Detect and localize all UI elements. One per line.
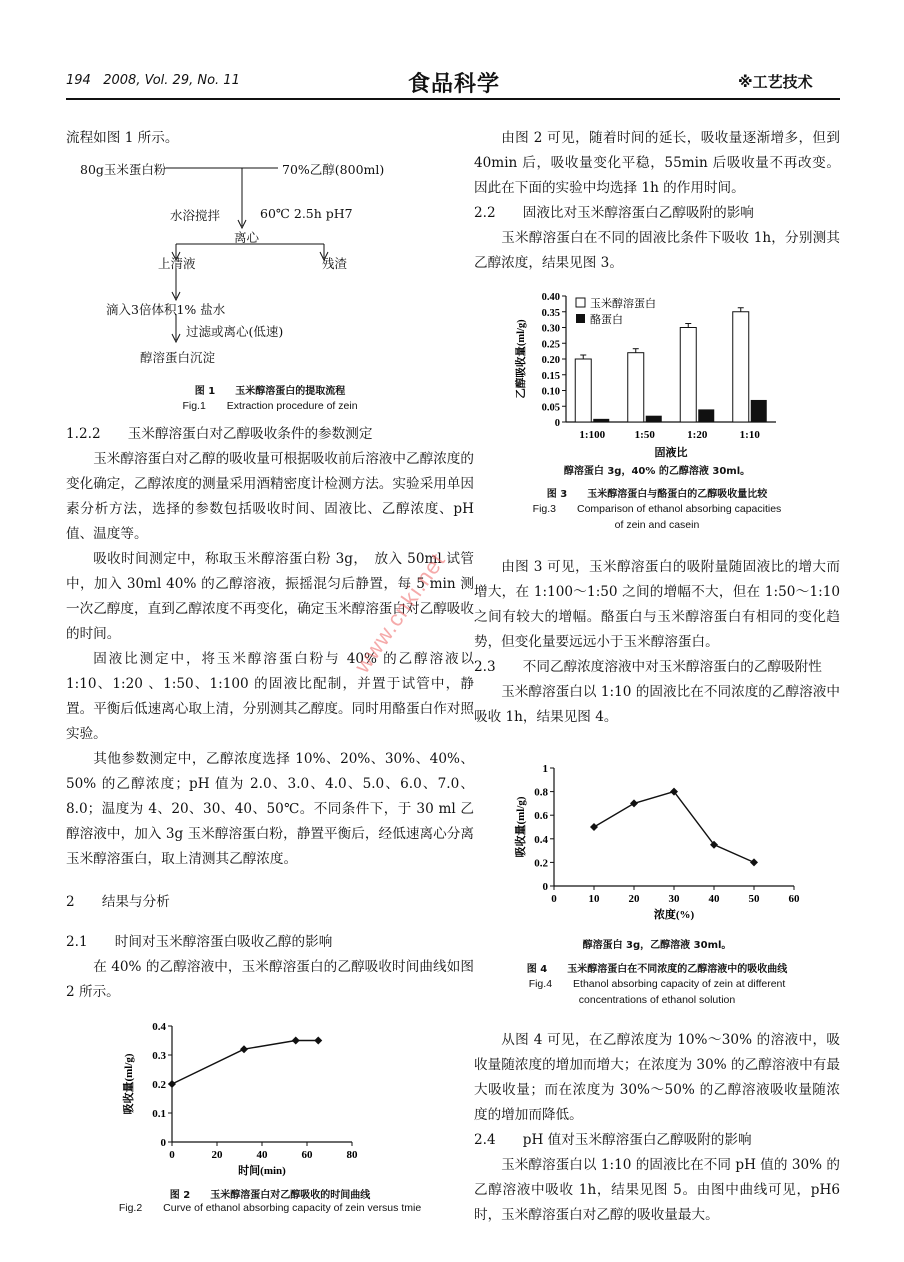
fig3-legend-casein: 酪蛋白 xyxy=(590,314,623,326)
fig2-ytick-label-3: 0.3 xyxy=(152,1050,166,1062)
fig4-ytick-label-4: 0.8 xyxy=(534,786,548,799)
fig3-caption-en-2: of zein and casein xyxy=(614,519,700,531)
figure-3 xyxy=(512,286,792,466)
fig3-bar-casein-0 xyxy=(593,419,609,422)
fig2-xtick-label-1: 20 xyxy=(211,1149,223,1161)
section-1-2-2 xyxy=(66,422,474,872)
fig1-start: 80g玉米蛋白粉 xyxy=(80,162,167,177)
fig1-precip: 醇溶蛋白沉淀 xyxy=(140,350,216,365)
fig3-bar-zein-1 xyxy=(628,353,644,422)
fig3-ytick-label-4: 0.20 xyxy=(541,355,560,366)
fig2-xtick-label-2: 40 xyxy=(256,1149,268,1161)
journal-name: 食品科学 xyxy=(408,72,501,97)
right-top xyxy=(474,126,840,276)
watermark: www.cnki.net xyxy=(349,548,451,678)
s122-p2: 吸收时间测定中，称取玉米醇溶蛋白粉 3g， 放入 50ml 试管中，加入 30ml 40% 的乙醇溶液，振摇混匀后静置，每 5 min 测一次乙醇度，直到乙醇浓度不再变化，确定玉米醇溶蛋白对乙醇吸收的时间。 xyxy=(66,551,474,642)
fig4-xtick-label-6: 60 xyxy=(788,893,800,905)
fig2-xtick-label-3: 60 xyxy=(301,1149,313,1161)
fig4-point-4 xyxy=(750,858,758,866)
fig4-xtick-label-2: 20 xyxy=(628,893,640,905)
fig1-residue: 残渣 xyxy=(322,256,348,271)
fig3-bar-casein-1 xyxy=(646,416,662,422)
section-2-1 xyxy=(66,930,474,1005)
fig2-caption-en: Fig.2 Curve of ethanol absorbing capacity of zein versus tmie xyxy=(118,1202,422,1214)
fig3-legend-swatch-zein xyxy=(576,298,585,307)
fig1-centrifuge: 离心 xyxy=(234,230,260,245)
fig3-ytick-label-1: 0.05 xyxy=(541,402,560,414)
fig2-xtick-label-0: 0 xyxy=(169,1149,175,1161)
fig3-category-2: 1:20 xyxy=(687,429,708,441)
fig3-ytick-label-6: 0.30 xyxy=(541,323,560,335)
fig4-caption-en-1: Fig.4 Ethanol absorbing capacity of zein at different xyxy=(528,978,786,990)
fig1-flow-svg xyxy=(66,150,474,390)
fig2-point-0 xyxy=(168,1080,176,1088)
s122-p4: 其他参数测定中，乙醇浓度选择 10%、20%、30%、40%、50% 的乙醇浓度；pH 值为 2.0、3.0、4.0、5.0、6.0、7.0、8.0；温度为 4、20、30、40、50℃。不同条件下，于 30 ml 乙醇溶液中，加入 3g 玉米醇溶蛋白粉，静置平衡后，经低速离心分离玉米醇溶蛋白，取上清测其乙醇浓度。 xyxy=(66,751,474,867)
fig1-add-salt: 滴入3倍体积1% 盐水 xyxy=(106,302,226,317)
fig2-ytick-label-4: 0.4 xyxy=(152,1021,166,1033)
figure-1 xyxy=(66,150,474,390)
fig3-bar-casein-3 xyxy=(751,400,767,422)
fig4-xtick-label-4: 40 xyxy=(708,893,720,905)
fig4-xtick-label-1: 10 xyxy=(588,893,600,905)
fig1-supernatant: 上清液 xyxy=(158,256,196,271)
fig1-cond: 60℃ 2.5h pH7 xyxy=(260,206,353,221)
fig3-category-1: 1:50 xyxy=(634,429,655,441)
s24-title: 2.4 pH 值对玉米醇溶蛋白乙醇吸附的影响 xyxy=(474,1132,752,1148)
header-rule xyxy=(66,98,840,100)
fig4-ytick-label-0: 0 xyxy=(542,881,548,893)
fig3-bar-zein-0 xyxy=(575,359,591,422)
fig3-ytick-label-2: 0.10 xyxy=(541,386,560,398)
fig4-point-0 xyxy=(590,823,598,831)
fig2-chart-svg xyxy=(116,1016,376,1184)
r-p1: 由图 2 可见，随着时间的延长，吸收量逐渐增多，但到 40min 后，吸收量变化平稳，55min 后吸收量不再改变。因此在下面的实验中均选择 1h 的作用时间。 xyxy=(474,130,840,196)
s122-title: 1.2.2 玉米醇溶蛋白对乙醇吸收条件的参数测定 xyxy=(66,426,373,442)
section-name: ※工艺技术 xyxy=(738,73,813,91)
s122-p1: 玉米醇溶蛋白对乙醇的吸收量可根据吸收前后溶液中乙醇浓度的变化确定，乙醇浓度的测量采用酒精密度计检测方法。实验采用单因素分析方法，选择的参数包括吸收时间、固液比、乙醇浓度、pH 值、温度等。 xyxy=(66,451,474,542)
fig4-ytick-label-1: 0.2 xyxy=(534,857,548,870)
fig4-note: 醇溶蛋白 3g，乙醇溶液 30ml。 xyxy=(582,940,732,951)
right-bottom xyxy=(474,1028,840,1228)
r-p2: 由图 3 可见，玉米醇溶蛋白的吸附量随固液比的增大而增大，在 1:100～1:50 之间的增幅不大，但在 1:50～1:10 之间有较大的增幅。酪蛋白与玉米醇溶蛋白有相同的变化趋势，但变化量要远远小于玉米醇溶蛋白。 xyxy=(474,559,840,650)
fig2-ytick-label-2: 0.2 xyxy=(152,1079,166,1091)
r-p3: 从图 4 可见，在乙醇浓度为 10%～30% 的溶液中，吸收量随浓度的增加而增大；在浓度为 30% 的乙醇溶液中有最大吸收量；而在浓度为 30%～50% 的乙醇溶液吸收量随浓度的增加而降低。 xyxy=(474,1032,840,1123)
fig1-caption-en: Fig.1 Extraction procedure of zein xyxy=(182,400,358,412)
fig3-xlabel: 固液比 xyxy=(654,447,688,459)
s23-p1: 玉米醇溶蛋白以 1:10 的固液比在不同浓度的乙醇溶液中吸收 1h，结果见图 4。 xyxy=(474,684,840,725)
fig3-bar-zein-2 xyxy=(680,328,696,423)
s24-p1: 玉米醇溶蛋白以 1:10 的固液比在不同 pH 值的 30% 的乙醇溶液中吸收 1h，结果见图 5。由图中曲线可见，pH6 时，玉米醇溶蛋白对乙醇的吸收量最大。 xyxy=(474,1157,840,1223)
fig4-ytick-label-5: 1 xyxy=(542,763,548,775)
right-mid xyxy=(474,555,840,730)
fig4-caption-cn: 图 4 玉米醇溶蛋白在不同浓度的乙醇溶液中的吸收曲线 xyxy=(526,964,788,975)
fig1-bath: 水浴搅拌 xyxy=(170,208,221,223)
fig3-ytick-label-3: 0.15 xyxy=(541,370,560,382)
figure-2 xyxy=(116,1016,376,1188)
fig3-ytick-label-5: 0.25 xyxy=(541,339,560,351)
fig3-bar-zein-3 xyxy=(733,312,749,422)
fig2-ytick-label-0: 0 xyxy=(160,1137,166,1149)
fig3-ytick-label-7: 0.35 xyxy=(541,307,560,319)
fig2-xlabel: 时间(min) xyxy=(238,1165,286,1177)
fig3-chart-svg xyxy=(512,286,792,462)
fig3-category-3: 1:10 xyxy=(739,429,760,441)
fig3-ytick-label-8: 0.40 xyxy=(541,292,560,303)
fig1-solvent: 70%乙醇(800ml) xyxy=(282,162,385,177)
fig3-ylabel: 乙醇吸收量(ml/g) xyxy=(516,319,527,399)
fig4-chart-svg xyxy=(514,760,814,928)
fig1-filter: 过滤或离心(低速) xyxy=(186,324,284,339)
fig4-point-1 xyxy=(630,799,638,807)
fig4-series-line xyxy=(594,792,754,863)
fig4-xtick-label-0: 0 xyxy=(551,893,557,905)
page-number: 194 xyxy=(66,73,91,88)
header-page-volume xyxy=(66,73,240,88)
s22-title: 2.2 固液比对玉米醇溶蛋白乙醇吸附的影响 xyxy=(474,205,754,221)
intro-text: 流程如图 1 所示。 xyxy=(66,130,179,146)
fig4-ytick-label-2: 0.4 xyxy=(534,833,548,846)
left-intro xyxy=(66,126,474,151)
fig2-point-1 xyxy=(240,1045,248,1053)
s21-title: 2.1 时间对玉米醇溶蛋白吸收乙醇的影响 xyxy=(66,934,333,950)
s21-p1: 在 40% 的乙醇溶液中，玉米醇溶蛋白的乙醇吸收时间曲线如图 2 所示。 xyxy=(66,959,474,1000)
fig4-xlabel: 浓度(%) xyxy=(653,909,695,921)
fig2-ytick-label-1: 0.1 xyxy=(152,1108,166,1120)
fig4-xtick-label-3: 30 xyxy=(668,893,680,905)
fig3-caption-cn: 图 3 玉米醇溶蛋白与酪蛋白的乙醇吸收量比较 xyxy=(546,489,768,500)
fig2-point-3 xyxy=(314,1037,322,1045)
fig4-ylabel: 吸收量(ml/g) xyxy=(515,796,527,858)
s2-title: 2 结果与分析 xyxy=(66,894,170,910)
fig2-ylabel: 吸收量(ml/g) xyxy=(123,1053,135,1115)
fig4-ytick-label-3: 0.6 xyxy=(534,810,548,823)
fig4-caption-en-2: concentrations of ethanol solution xyxy=(578,994,736,1006)
journal-volume: 2008, Vol. 29, No. 11 xyxy=(103,73,240,88)
fig2-point-2 xyxy=(292,1037,300,1045)
section-2 xyxy=(66,890,474,915)
fig2-xtick-label-4: 80 xyxy=(346,1149,358,1161)
fig3-legend-swatch-casein xyxy=(576,314,585,323)
fig3-category-0: 1:100 xyxy=(579,429,606,441)
fig4-xtick-label-5: 50 xyxy=(748,893,760,905)
fig3-bar-casein-2 xyxy=(698,409,714,422)
s122-p3: 固液比测定中，将玉米醇溶蛋白粉与 40% 的乙醇溶液以 1:10、1:20 、1:50、1:100 的固液比配制，并置于试管中，静置。平衡后低速离心取上清，分别测其乙醇度。同时用酪蛋白作对照实验。 xyxy=(66,651,474,742)
fig3-legend-zein: 玉米醇溶蛋白 xyxy=(590,298,656,310)
fig3-ytick-label-0: 0 xyxy=(554,418,560,429)
s22-p1: 玉米醇溶蛋白在不同的固液比条件下吸收 1h，分别测其乙醇浓度，结果见图 3。 xyxy=(474,230,840,271)
fig1-caption-cn: 图 1 玉米醇溶蛋白的提取流程 xyxy=(194,386,346,397)
fig3-caption-en-1: Fig.3 Comparison of ethanol absorbing capacities xyxy=(532,503,782,515)
s23-title: 2.3 不同乙醇浓度溶液中对玉米醇溶蛋白的乙醇吸附性 xyxy=(474,659,822,675)
fig2-caption-cn: 图 2 玉米醇溶蛋白对乙醇吸收的时间曲线 xyxy=(169,1190,371,1201)
fig3-note: 醇溶蛋白 3g，40% 的乙醇溶液 30ml。 xyxy=(563,466,751,477)
figure-4 xyxy=(514,760,814,932)
